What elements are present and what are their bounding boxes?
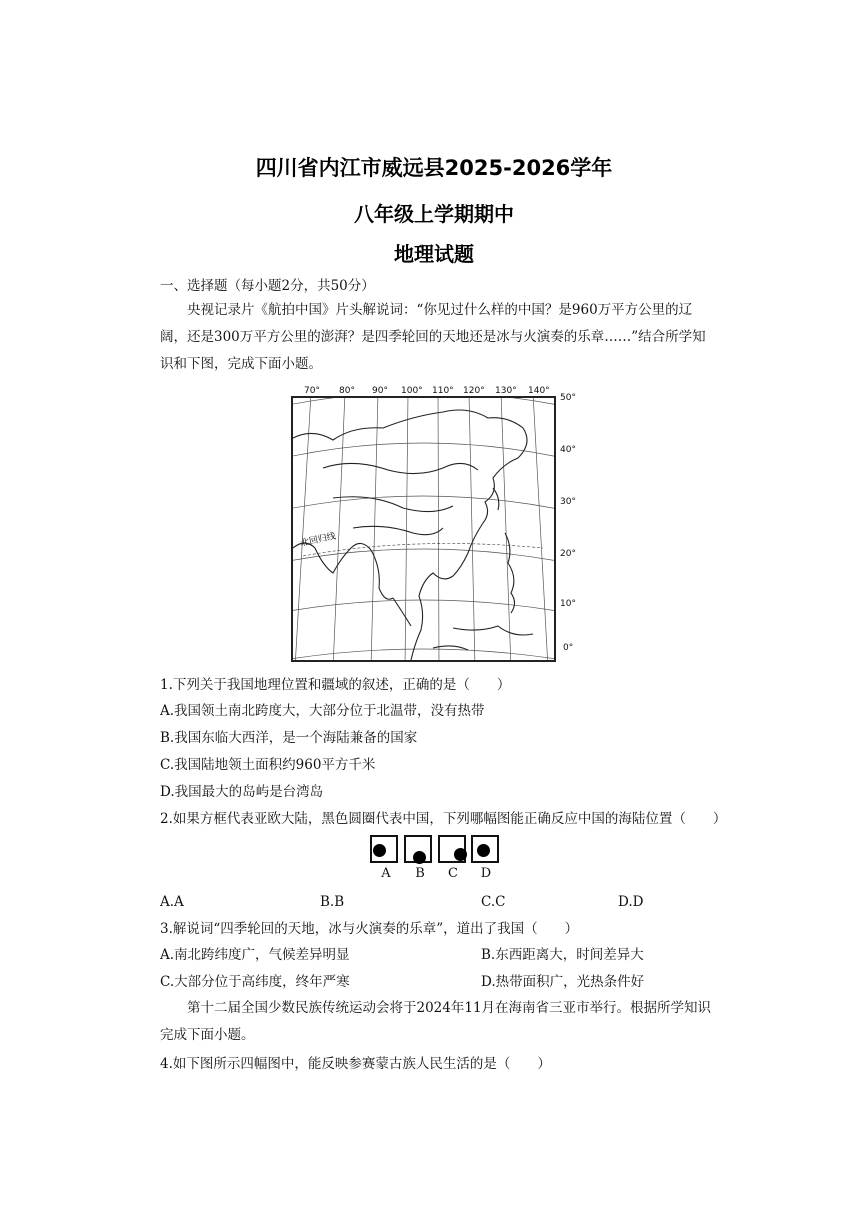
lon-label: 80° [339,386,355,396]
lon-label: 90° [372,386,388,396]
tropic-of-cancer-label: 北回归线 [299,531,337,549]
q3-stem: 3.解说词“四季轮回的天地，冰与火演奏的乐章”，道出了我国（ ） [160,921,579,937]
china-dot [373,844,386,857]
china-dot [454,848,467,861]
lat-label: 0° [563,643,574,653]
q2-option-a: A.A [160,894,184,910]
figure-box-b [404,835,432,863]
china-dot [413,851,426,864]
lon-label: 70° [304,386,320,396]
lon-label: 100° [401,386,423,396]
exam-title-line2: 八年级上学期期中 [354,202,514,226]
q1-option-b: B.我国东临大西洋，是一个海陆兼备的国家 [160,730,418,746]
q2-option-d: D.D [618,894,644,910]
exam-title-line3: 地理试题 [394,242,474,266]
figure-box-c [438,835,466,863]
q2-stem: 2.如果方框代表亚欧大陆，黑色圆圈代表中国，下列哪幅图能正确反应中国的海陆位置（ ） [160,811,727,827]
q3-option-b: B.东西距离大，时间差异大 [481,947,644,963]
figure-label-c: C [448,866,458,881]
asia-map [291,396,556,662]
q1-option-c: C.我国陆地领土面积约960平方千米 [160,757,376,773]
exam-title-line1: 四川省内江市威远县2025-2026学年 [255,156,613,180]
q2-option-c: C.C [481,894,506,910]
china-dot [477,844,490,857]
section-heading: 一、选择题（每小题2分，共50分） [160,278,375,294]
section1-intro: 央视记录片《航拍中国》片头解说词：“你见过什么样的中国？是960万平方公里的辽阔，还是300万平方公里的澎湃？是四季轮回的天地还是冰与火演奏的乐章……”结合所学知识和下图，完成下面小题。 [160,302,706,372]
lat-label: 10° [560,599,576,609]
q1-option-a: A.我国领土南北跨度大，大部分位于北温带，没有热带 [160,703,485,719]
q3-option-a: A.南北跨纬度广，气候差异明显 [160,947,350,963]
asia-map-drawing [293,398,554,660]
q1-stem: 1.下列关于我国地理位置和疆域的叙述，正确的是（ ） [160,677,511,693]
lon-label: 110° [432,386,454,396]
q2-option-b: B.B [320,894,345,910]
q1-option-d: D.我国最大的岛屿是台湾岛 [160,784,324,800]
q3-option-c: C.大部分位于高纬度，终年严寒 [160,974,350,990]
lat-label: 50° [560,393,576,403]
lat-label: 40° [560,445,576,455]
figure-box-a [370,835,398,863]
lat-label: 20° [560,549,576,559]
section2-intro: 第十二届全国少数民族传统运动会将于2024年11月在海南省三亚市举行。根据所学知识完成下面小题。 [160,1000,712,1043]
figure-label-b: B [415,866,425,881]
q3-option-d: D.热带面积广，光热条件好 [481,974,645,990]
lon-label: 130° [495,386,517,396]
figure-label-a: A [381,866,391,881]
q4-stem: 4.如下图所示四幅图中，能反映参赛蒙古族人民生活的是（ ） [160,1056,551,1072]
figure-box-d [471,835,499,863]
lon-label: 140° [528,386,550,396]
lon-label: 120° [463,386,485,396]
figure-label-d: D [480,866,492,881]
lat-label: 30° [560,497,576,507]
